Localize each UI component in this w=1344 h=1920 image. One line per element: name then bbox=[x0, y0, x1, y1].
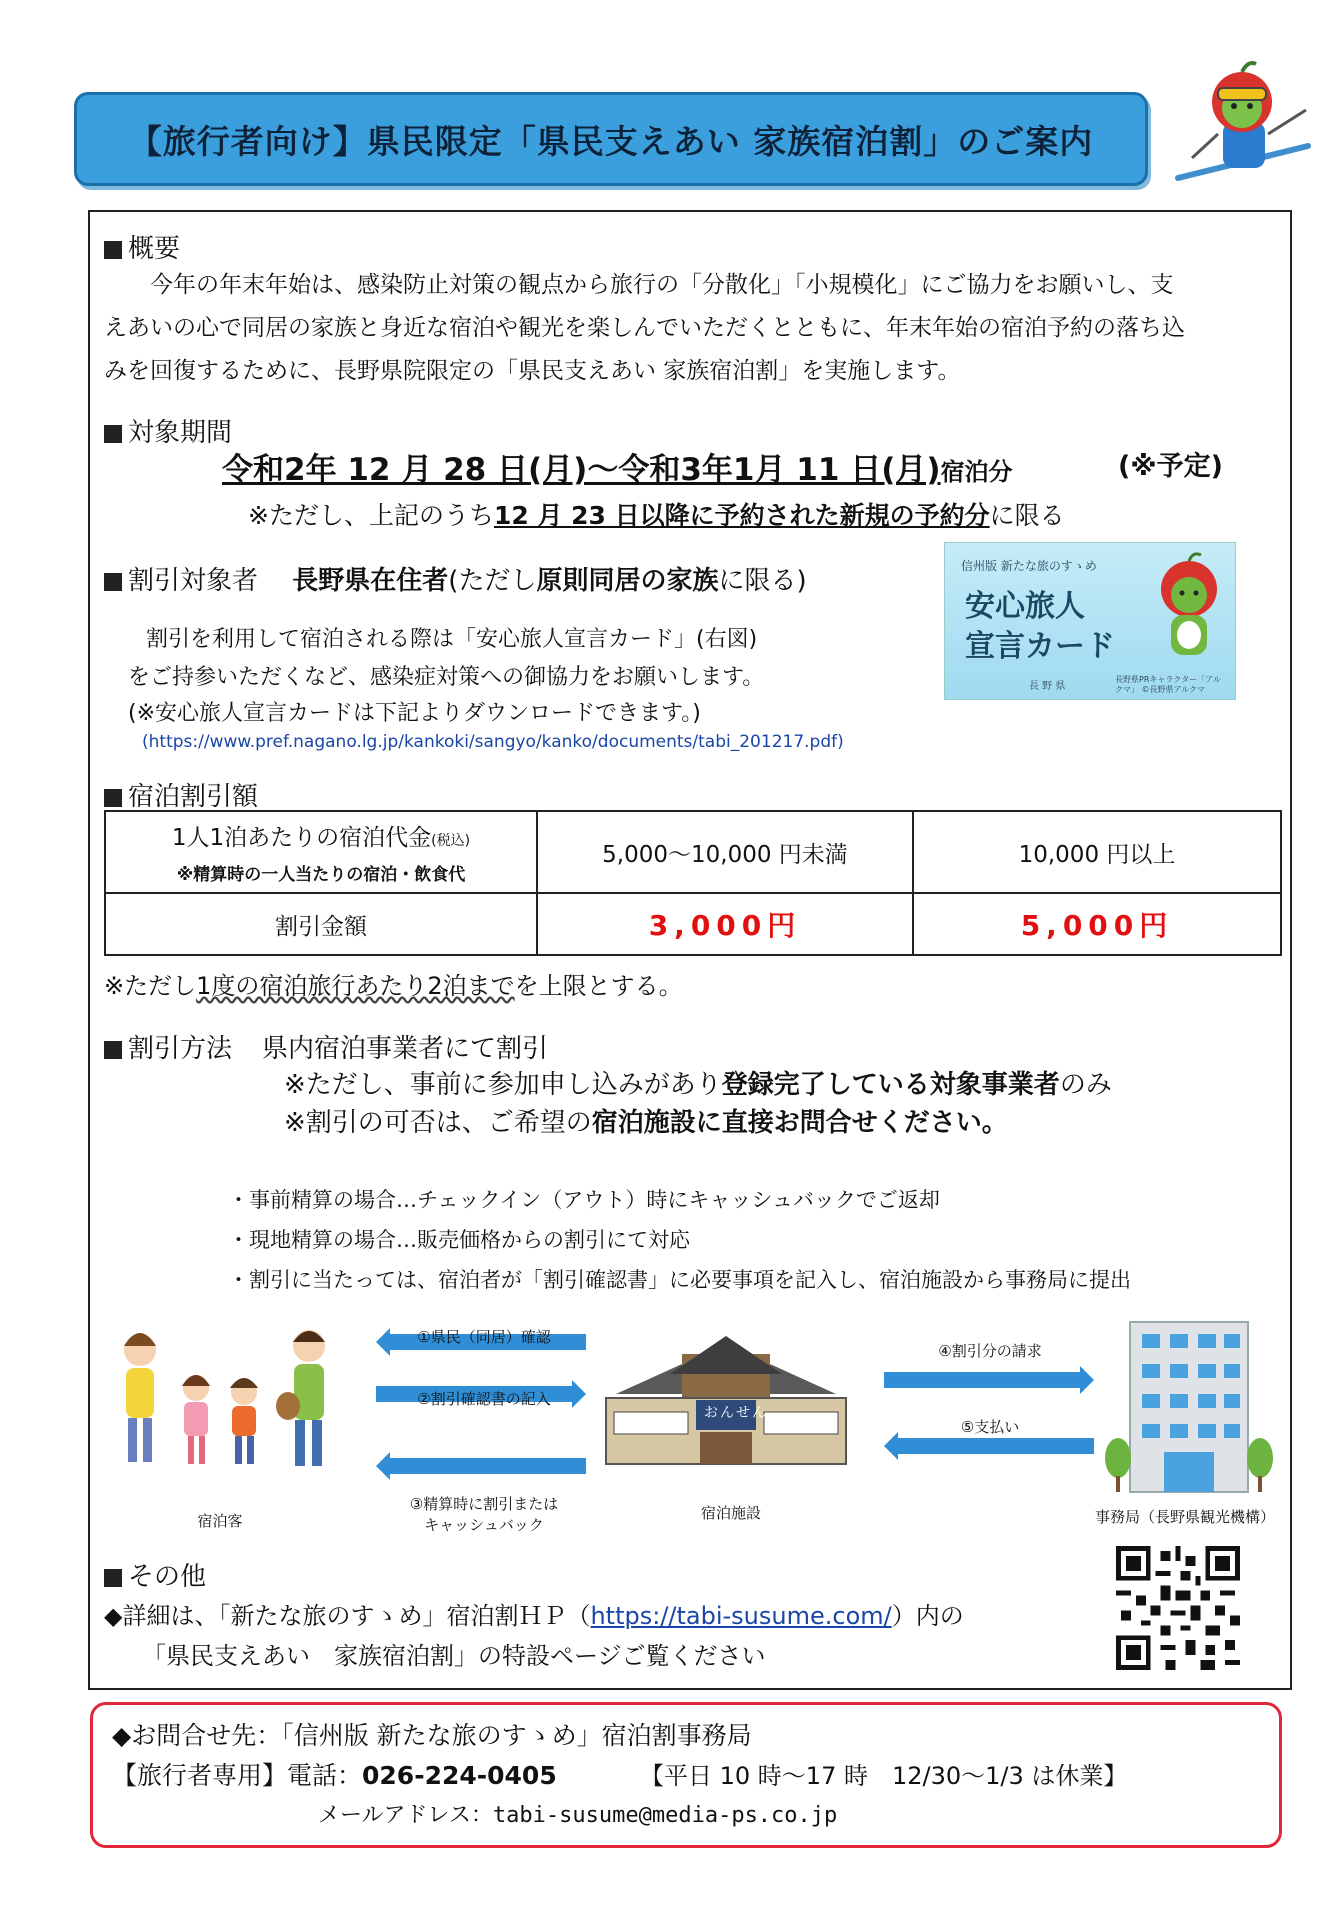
eligibility-heading: 割引対象者 長野県在住者(ただし原則同居の家族に限る) bbox=[104, 560, 807, 597]
method-note2: ※割引の可否は、ご希望の宿泊施設に直接お問合せください。 bbox=[284, 1108, 1008, 1138]
contact-hours: 【平日 10 時～17 時 12/30～1/3 は休業】 bbox=[640, 1762, 1128, 1790]
method-note1: ※ただし、事前に参加申し込みがあり登録完了している対象事業者のみ bbox=[284, 1070, 1112, 1100]
safe-traveler-card-image: 信州版 新たな旅のすゝめ 安心旅人 宣言カード 長 野 県 長野県PRキャラクター「アルクマ」 ©長野県アルクマ bbox=[944, 542, 1236, 700]
eligibility-line2: をご持参いただくなど、感染症対策への御協力をお願いします。 bbox=[128, 665, 765, 690]
list-item: ・割引に当たっては、宿泊者が「割引確認書」に必要事項を記入し、宿泊施設から事務局に提出 bbox=[228, 1268, 1131, 1292]
overview-heading: 概要 bbox=[104, 228, 180, 265]
card-download-link[interactable]: (https://www.pref.nagano.lg.jp/kankoki/sangyo/kanko/documents/tabi_201217.pdf) bbox=[142, 732, 844, 752]
step4-label: ④割引分の請求 bbox=[938, 1342, 1042, 1360]
discount-row-label: 割引金額 bbox=[105, 893, 537, 955]
facility-label: 宿泊施設 bbox=[700, 1504, 761, 1522]
contact-email-line: メールアドレス：tabi-susume@media-ps.co.jp bbox=[318, 1803, 838, 1828]
contact-title: ◆お問合せ先：「信州版 新たな旅のすゝめ」宿泊割事務局 bbox=[112, 1721, 752, 1750]
phone-number[interactable]: 026-224-0405 bbox=[362, 1761, 557, 1790]
period-condition: ※ただし、上記のうち12 月 23 日以降に予約された新規の予約分に限る bbox=[248, 501, 1065, 530]
discount-amount-tier1: 3,000円 bbox=[537, 893, 913, 955]
period-tentative-note: (※予定) bbox=[1118, 451, 1223, 482]
eligibility-line1: 割引を利用して宿泊される際は「安心旅人宣言カード」(右図) bbox=[146, 627, 758, 652]
office-building-illustration bbox=[1104, 1318, 1274, 1494]
list-item: ・事前精算の場合…チェックイン（アウト）時にキャッシュバックでご返却 bbox=[228, 1188, 940, 1212]
list-item: ・現地精算の場合…販売価格からの割引にて対応 bbox=[228, 1228, 690, 1252]
eligibility-line3: (※安心旅人宣言カードは下記よりダウンロードできます。) bbox=[128, 701, 701, 726]
discount-heading: 宿泊割引額 bbox=[104, 776, 258, 813]
onsen-sign: おんせん bbox=[704, 1405, 768, 1421]
period-heading: 対象期間 bbox=[104, 412, 232, 449]
tabi-susume-link[interactable]: https://tabi-susume.com/ bbox=[590, 1602, 892, 1630]
period-dates: 令和2年 12 月 28 日(月)～令和3年1月 11 日(月)宿泊分 bbox=[222, 452, 1013, 488]
other-line1: ◆詳細は、「新たな旅のすゝめ」宿泊割ＨＰ（https://tabi-susume.com/）内の bbox=[104, 1602, 964, 1630]
family-illustration bbox=[104, 1316, 344, 1486]
step3-label: ③精算時に割引または キャッシュバック bbox=[409, 1495, 559, 1534]
contact-phone-line: 【旅行者専用】電話：026-224-0405 bbox=[112, 1761, 557, 1790]
mascot-icon bbox=[1151, 549, 1227, 667]
tier1-header: 5,000～10,000 円未満 bbox=[537, 811, 913, 893]
other-line2: 「県民支えあい 家族宿泊割」の特設ページご覧ください bbox=[142, 1642, 766, 1670]
discount-table bbox=[104, 810, 1282, 956]
method-heading: 割引方法 県内宿泊事業者にて割引 bbox=[104, 1028, 548, 1065]
discount-amount-tier2: 5,000円 bbox=[913, 893, 1281, 955]
flow-arrows-right bbox=[884, 1352, 1094, 1472]
office-label: 事務局（長野県観光機構） bbox=[1094, 1508, 1275, 1526]
other-heading: その他 bbox=[104, 1556, 206, 1593]
qr-code[interactable] bbox=[1116, 1546, 1240, 1670]
ski-mascot-illustration bbox=[1168, 50, 1318, 200]
page-title: 【旅行者向け】県民限定「県民支えあい 家族宿泊割」のご案内 bbox=[74, 92, 1148, 186]
discount-limit-note: ※ただし1度の宿泊旅行あたり2泊までを上限とする。 bbox=[104, 972, 683, 1000]
guest-label: 宿泊客 bbox=[197, 1512, 243, 1530]
step2-label: ②割引確認書の記入 bbox=[417, 1390, 551, 1408]
step1-label: ①県民（同居）確認 bbox=[417, 1328, 551, 1346]
email-address[interactable]: tabi-susume@media-ps.co.jp bbox=[492, 1803, 838, 1828]
price-basis-header: 1人1泊あたりの宿泊代金(税込) ※精算時の一人当たりの宿泊・飲食代 bbox=[105, 811, 537, 893]
step5-label: ⑤支払い bbox=[960, 1418, 1020, 1436]
tier2-header: 10,000 円以上 bbox=[913, 811, 1281, 893]
method-bullets bbox=[228, 1180, 1131, 1300]
overview-text: 今年の年末年始は、感染防止対策の観点から旅行の「分散化」「小規模化」にご協力をお願いし、支 えあいの心で同居の家族と身近な宿泊や観光を楽しんでいただくとともに、年末年始の宿泊予約の落ち込 みを回復するために、長野県院限定の「県民支えあい 家族宿泊割」を実施します。 bbox=[104, 272, 1185, 384]
